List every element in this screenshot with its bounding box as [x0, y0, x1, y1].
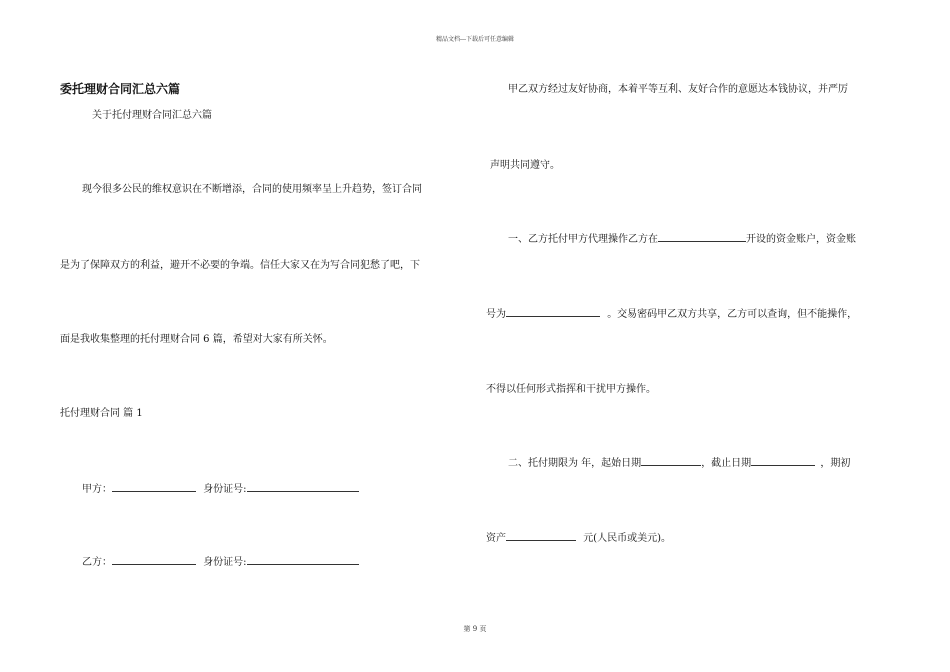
- end-date-blank: [751, 456, 815, 466]
- document-title: 委托理财合同汇总六篇: [60, 82, 181, 96]
- party-a-row: [82, 480, 359, 495]
- page-header: 精品文档---下载后可任意编辑: [435, 36, 515, 43]
- party-b-id-label: 身份证号:: [203, 557, 247, 568]
- clause-2-line-2: [486, 529, 671, 544]
- start-date-blank: [641, 456, 701, 466]
- clause-1-line-1: [508, 230, 856, 245]
- clause-2-line-1: [508, 454, 850, 469]
- intro-line-1: 现今很多公民的维权意识在不断增添，合同的使用频率呈上升趋势，签订合同: [82, 184, 422, 195]
- clause-2-text-b: ，截止日期: [701, 458, 752, 469]
- clause-1-line-2: [486, 305, 857, 320]
- party-a-blank: [112, 482, 196, 492]
- clause-2-text-c: ，期初: [820, 458, 851, 469]
- clause-1-text-a: 一、乙方托付甲方代理操作乙方在: [508, 234, 658, 245]
- clause-1-text-d: 。交易密码甲乙双方共享，乙方可以查询，但不能操作，: [607, 309, 858, 320]
- clause-1-text-b: 开设的资金账户，资金账: [746, 234, 856, 245]
- clause-1-text-c: 号为: [486, 309, 506, 320]
- party-a-label: 甲方：: [82, 484, 112, 495]
- clause-2-text-d: 资产: [486, 533, 506, 544]
- initial-assets-blank: [506, 531, 576, 541]
- party-b-label: 乙方：: [82, 557, 112, 568]
- right-line-1: 甲乙双方经过友好协商，本着平等互利、友好合作的意愿达本钱协议，并严厉: [508, 84, 848, 95]
- account-number-blank: [506, 307, 600, 317]
- section-heading: 托付理财合同 篇 1: [60, 408, 143, 419]
- party-b-row: [82, 553, 359, 568]
- party-b-id-blank: [247, 555, 359, 565]
- clause-2-text-e: 元(人民币或美元)。: [583, 533, 671, 544]
- document-subtitle: 关于托付理财合同汇总六篇: [92, 110, 212, 121]
- intro-line-2: 是为了保障双方的利益，避开不必要的争端。信任大家又在为写合同犯愁了吧，下: [60, 260, 420, 271]
- clause-1-line-3: 不得以任何形式指挥和干扰甲方操作。: [486, 384, 656, 395]
- party-a-id-blank: [247, 482, 359, 492]
- party-a-id-label: 身份证号:: [203, 484, 247, 495]
- right-line-2: 声明共同遵守。: [490, 160, 560, 171]
- intro-line-3: 面是我收集整理的托付理财合同 6 篇，希望对大家有所关怀。: [60, 334, 333, 345]
- page-number: 第 9 页: [463, 625, 487, 633]
- clause-1-bank-blank: [658, 232, 746, 242]
- party-b-blank: [112, 555, 196, 565]
- clause-2-text-a: 二、托付期限为 年，起始日期: [508, 458, 642, 469]
